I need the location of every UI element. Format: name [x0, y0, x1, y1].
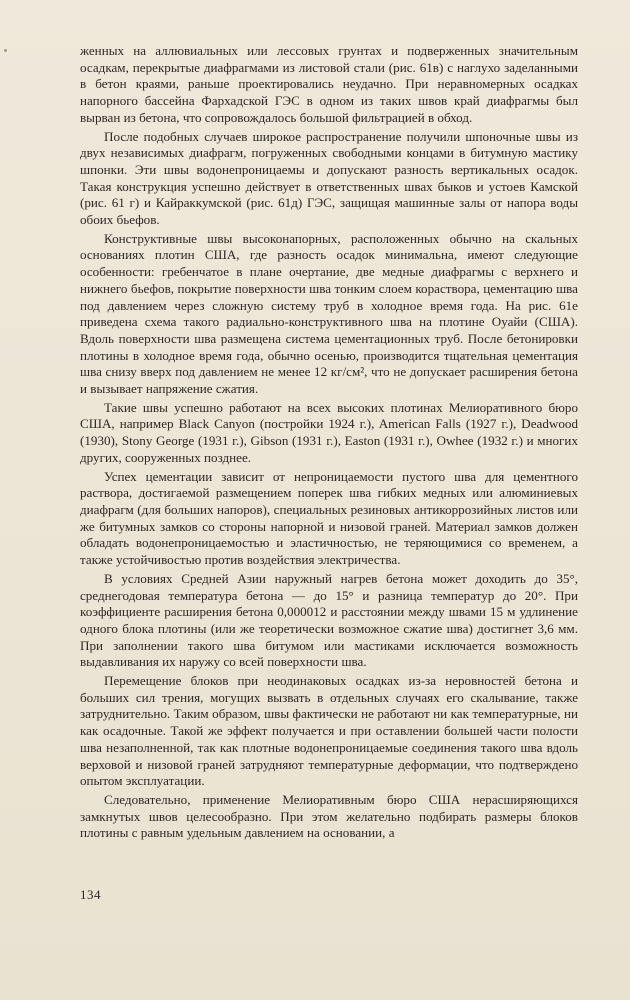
- paragraph-3: Конструктивные швы высоконапорных, расположенных обычно на скальных основаниях плотин США, где разность осадок минимальна, имеют следующие особенности: гребенчатое в плане очертание, две медные диафрагмы с верхнего и нижнего бьефов, покрытие поверхности шва тонким слоем кораствора, цементацию шва под давлением через сложную систему труб в холодное время года. На рис. 61е приведена схема такого радиально-конструктивного шва на плотине Оуайи (США). Вдоль поверхности шва размещена система цементационных труб. После бетонировки плотины в холодное время года, обычно осенью, производится тщательная цементация шва снизу вверх под давлением не менее 12 кг/см², что не допускает расширения бетона и вызывает напряжение сжатия.: [80, 230, 578, 397]
- page-number: 134: [80, 887, 101, 902]
- paragraph-2: После подобных случаев широкое распространение получили шпоночные швы из двух независимых диафрагм, погруженных свободными концами в битумную мастику шпонки. Эти швы водонепроницаемы и допускают разность вертикальных осадок. Такая конструкция успешно действует в ответственных швах быков и устоев Камской (рис. 61 г) и Кайраккумской (рис. 61д) ГЭС, защищая машинные залы от напора воды обоих бьефов.: [80, 128, 578, 228]
- scan-spot: [4, 49, 7, 52]
- paragraph-4: Такие швы успешно работают на всех высоких плотинах Мелиоративного бюро США, например Black Canyon (постройки 1924 г.), American Falls (1927 г.), Deadwood (1930), Stony George (1931 г.), Gibson (1931 г.), Easton (1931 г.), Owhee (1932 г.) и многих других, сооруженных позднее.: [80, 399, 578, 465]
- paragraph-1: женных на аллювиальных или лессовых грунтах и подверженных значительным осадкам, перекрытые диафрагмами из листовой стали (рис. 61в) с наглухо заделанными в бетон краями, раньше проектировались неудачно. При неравномерных осадках напорного бассейна Фархадской ГЭС в одном из таких швов край диафрагмы был вырван из бетона, что сопровождалось большой фильтрацией в обход.: [80, 43, 578, 125]
- paragraph-7: Перемещение блоков при неодинаковых осадках из-за неровностей бетона и больших сил трения, могущих вызвать в отдельных случаях его скалывание, также затруднительно. Таким образом, швы фактически не работают ни как температурные, ни как осадочные. Такой же эффект получается и при оставлении большей части полости шва незаполненной, так как плотные водонепроницаемые соединения такого шва вдоль верховой и низовой граней затрудняют температурные деформации, что подтверждено опытом эксплуатации.: [80, 673, 578, 789]
- paragraph-8: Следовательно, применение Мелиоративным бюро США нерасширяющихся замкнутых швов целесообразно. При этом желательно подбирать размеры блоков плотины с равным удельным давлением на основании, а: [80, 791, 578, 841]
- paragraph-6: В условиях Средней Азии наружный нагрев бетона может доходить до 35°, среднегодовая температура бетона — до 15° и разница температур до 20°. При коэффициенте расширения бетона 0,000012 и расстоянии между швами 15 м удлинение одного блока плотины (или же теоретически возможное сжатие шва) достигнет 3,6 мм. При заполнении такого шва битумом или мастиками исключается возможность выдавливания их наружу со всей поверхности шва.: [80, 570, 578, 670]
- paragraph-5: Успех цементации зависит от непроницаемости пустого шва для цементного раствора, достигаемой размещением поперек шва гибких медных или алюминиевых диафрагм (для больших напоров), специальных резиновых антикоррозийных листов или же битумных замков со стороны напорной и низовой граней. Материал замков должен обладать водонепроницаемостью и эластичностью, не теряющимися со временем, а также устойчивостью против воздействия электричества.: [80, 468, 578, 568]
- text-column: [80, 43, 578, 844]
